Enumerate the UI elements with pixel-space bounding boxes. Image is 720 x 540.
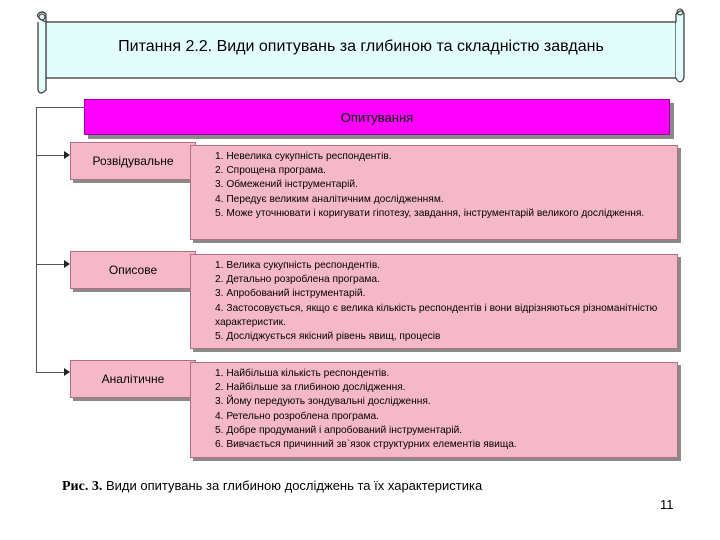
desc-item: 4. Застосовується, якщо є велика кількість респондентів і вони відрізняються різноманітністю характеристик. [215, 302, 658, 328]
category-analytical: Аналітичне [70, 360, 196, 398]
connector-branch-1 [36, 155, 64, 156]
desc-item: 2. Найбільше за глибиною дослідження. [215, 382, 406, 394]
survey-header-box: Опитування [84, 99, 670, 135]
page-title: Питання 2.2. Види опитувань за глибиною та складністю завдань [118, 38, 604, 55]
desc-item: 3. Обмежений інструментарій. [215, 179, 358, 191]
desc-item: 5. Досліджується якісний рівень явищ, процесів [215, 331, 441, 343]
desc-item: 3. Йому передують зондувальні дослідження. [215, 396, 431, 408]
connector-top [36, 107, 84, 108]
desc-item: 1. Найбільша кількість респондентів. [215, 368, 390, 379]
category-descriptive: Описове [70, 251, 196, 289]
connector-branch-2 [36, 264, 64, 265]
caption-label: Рис. 3. [62, 479, 103, 494]
desc-item: 4. Ретельно розроблена програма. [215, 410, 379, 422]
desc-item: 5. Може уточнювати і коригувати гіпотезу, завдання, інструментарій великого дослідження. [215, 207, 645, 219]
category-exploratory: Розвідувальне [70, 142, 196, 180]
description-exploratory [190, 145, 678, 240]
desc-item: 1. Велика сукупність респондентів. [215, 260, 381, 271]
desc-item: 5. Добре продуманий і апробований інструментарій. [215, 424, 463, 436]
connector-vertical [36, 107, 37, 372]
description-descriptive [190, 254, 678, 349]
desc-item: 4. Передує великим аналітичним дослідженням. [215, 193, 444, 205]
caption-text: Види опитувань за глибиною досліджень та їх характеристика [102, 478, 483, 493]
page-number: 11 [660, 497, 674, 512]
desc-item: 2. Спрощена програма. [215, 165, 326, 177]
desc-item: 1. Невелика сукупність респондентів. [215, 151, 392, 162]
connector-branch-3 [36, 372, 64, 373]
figure-caption [62, 478, 482, 495]
desc-item: 3. Апробований інструментарій. [215, 288, 366, 300]
desc-item: 2. Детально розроблена програма. [215, 274, 380, 286]
description-analytical [190, 362, 678, 458]
desc-item: 6. Вивчається причинний зв`язок структурних елементів явища. [215, 439, 517, 451]
